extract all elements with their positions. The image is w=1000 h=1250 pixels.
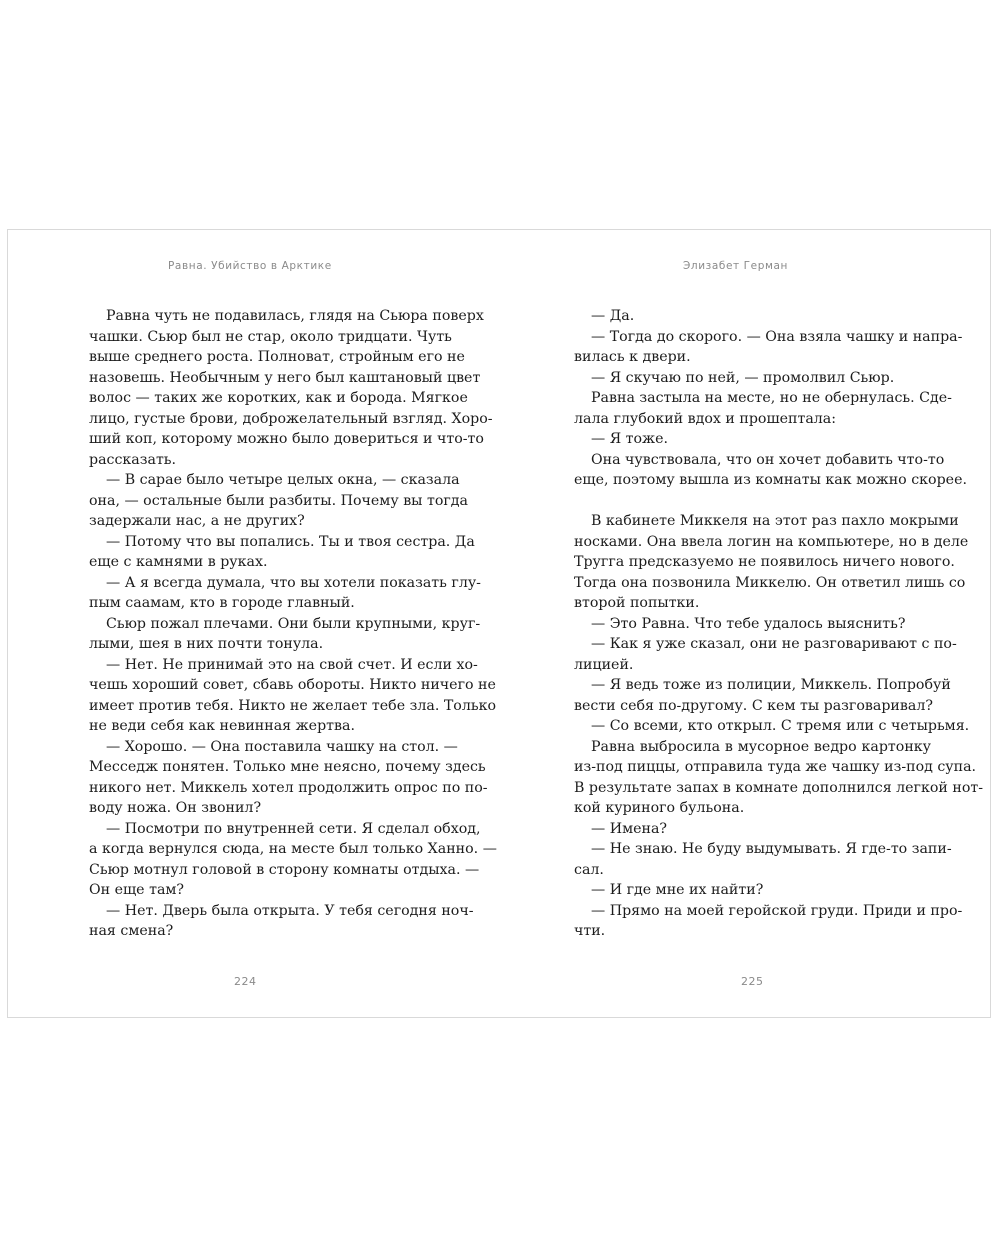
book-spread: [7, 229, 991, 1018]
text-line: — Как я уже сказал, они не разговаривают с по-: [591, 636, 957, 652]
text-line: носками. Она ввела логин на компьютере, но в деле: [574, 533, 969, 550]
text-line: никого нет. Миккель хотел продолжить опрос по по-: [89, 779, 488, 796]
text-line: чешь хороший совет, сбавь обороты. Никто ничего не: [89, 677, 496, 693]
text-line: — А я всегда думала, что вы хотели показать глу-: [106, 574, 481, 591]
text-line: еще с камнями в руках.: [89, 554, 268, 570]
text-line: Месседж понятен. Только мне неясно, почему здесь: [89, 759, 486, 775]
text-line: — Посмотри по внутренней сети. Я сделал обход,: [106, 820, 481, 837]
text-line: — Тогда до скорого. — Она взяла чашку и напра-: [591, 328, 963, 345]
text-line: — Прямо на моей геройской груди. Приди и про-: [591, 902, 963, 919]
text-line: Тругга предсказуемо не появилось ничего нового.: [574, 554, 955, 570]
text-line: Равна чуть не подавилась, глядя на Сьюра поверх: [106, 308, 484, 324]
text-line: еще, поэтому вышла из комнаты как можно скорее.: [574, 472, 967, 488]
text-line: Равна застыла на месте, но не обернулась. Сде-: [591, 390, 952, 406]
text-line: второй попытки.: [574, 595, 700, 611]
text-line: — И где мне их найти?: [591, 882, 764, 898]
text-line: — В сарае было четыре целых окна, — сказала: [106, 472, 460, 488]
left-page-text: [89, 306, 497, 942]
text-line: задержали нас, а не других?: [89, 513, 305, 529]
text-line: Равна выбросила в мусорное ведро картонку: [591, 738, 931, 755]
text-line: — Я тоже.: [591, 431, 669, 447]
text-line: — Это Равна. Что тебе удалось выяснить?: [591, 615, 906, 632]
text-line: она, — остальные были разбиты. Почему вы тогда: [89, 492, 468, 509]
text-line: — Нет. Не принимай это на свой счет. И если хо-: [106, 656, 478, 673]
text-line: не веди себя как невинная жертва.: [89, 718, 355, 734]
text-line: вилась к двери.: [574, 349, 691, 365]
text-line: — Нет. Дверь была открыта. У тебя сегодня ноч-: [106, 902, 474, 919]
text-line: выше среднего роста. Полноват, стройным его не: [89, 349, 465, 365]
text-line: — Хорошо. — Она поставила чашку на стол. —: [106, 738, 458, 755]
text-line: Она чувствовала, что он хочет добавить что-то: [591, 451, 945, 468]
text-line: лыми, шея в них почти тонула.: [89, 636, 324, 652]
right-page-text: [574, 306, 984, 942]
text-line: Сьюр мотнул головой в сторону комнаты отдыха. —: [89, 861, 480, 878]
text-line: — Со всеми, кто открыл. С тремя или с четырьмя.: [591, 718, 970, 734]
text-line: рассказать.: [89, 451, 177, 468]
right-page: [500, 230, 992, 1017]
text-line: — Да.: [591, 308, 635, 324]
page-number: 224: [234, 975, 257, 988]
text-line: а когда вернулся сюда, на месте был только Ханно. —: [89, 841, 497, 857]
text-line: чашки. Сьюр был не стар, около тридцати. Чуть: [89, 328, 452, 345]
text-line: имеет против тебя. Никто не желает тебе зла. Только: [89, 697, 496, 714]
text-line: лицо, густые брови, доброжелательный взгляд. Хоро-: [89, 410, 493, 427]
running-head-book-title: Равна. Убийство в Арктике: [168, 260, 332, 272]
text-line: Сьюр пожал плечами. Они были крупными, круг-: [106, 615, 481, 632]
text-line: Он еще там?: [89, 882, 185, 898]
text-line: из-под пиццы, отправила туда же чашку из-под супа.: [574, 759, 977, 775]
text-line: В результате запах в комнате дополнился легкой нот-: [574, 779, 984, 796]
text-line: — Я скучаю по ней, — промолвил Сьюр.: [591, 369, 895, 386]
text-line: — Потому что вы попались. Ты и твоя сестра. Да: [106, 533, 475, 550]
text-line: — Я ведь тоже из полиции, Миккель. Попробуй: [591, 677, 951, 693]
text-line: — Не знаю. Не буду выдумывать. Я где-то запи-: [591, 841, 952, 857]
text-line: лицией.: [574, 656, 634, 673]
text-line: В кабинете Миккеля на этот раз пахло мокрыми: [591, 513, 959, 529]
left-page: [8, 230, 500, 1017]
page-number: 225: [741, 975, 764, 988]
text-line: назовешь. Необычным у него был каштановый цвет: [89, 369, 481, 386]
text-line: чти.: [574, 923, 606, 939]
running-head-author: Элизабет Герман: [683, 260, 789, 272]
text-line: ший коп, которому можно было довериться и что-то: [89, 431, 484, 447]
text-line: кой куриного бульона.: [574, 800, 745, 816]
text-line: сал.: [574, 861, 604, 878]
text-line: волос — таких же коротких, как и борода. Мягкое: [89, 390, 468, 406]
text-line: Тогда она позвонила Миккелю. Он ответил лишь со: [574, 574, 966, 591]
text-line: пым саамам, кто в городе главный.: [89, 595, 355, 611]
text-line: лала глубокий вдох и прошептала:: [574, 410, 837, 427]
text-line: ная смена?: [89, 923, 174, 939]
text-line: вести себя по-другому. С кем ты разговаривал?: [574, 697, 933, 714]
text-line: воду ножа. Он звонил?: [89, 800, 262, 816]
section-break: [574, 491, 931, 512]
text-line: — Имена?: [591, 820, 668, 837]
